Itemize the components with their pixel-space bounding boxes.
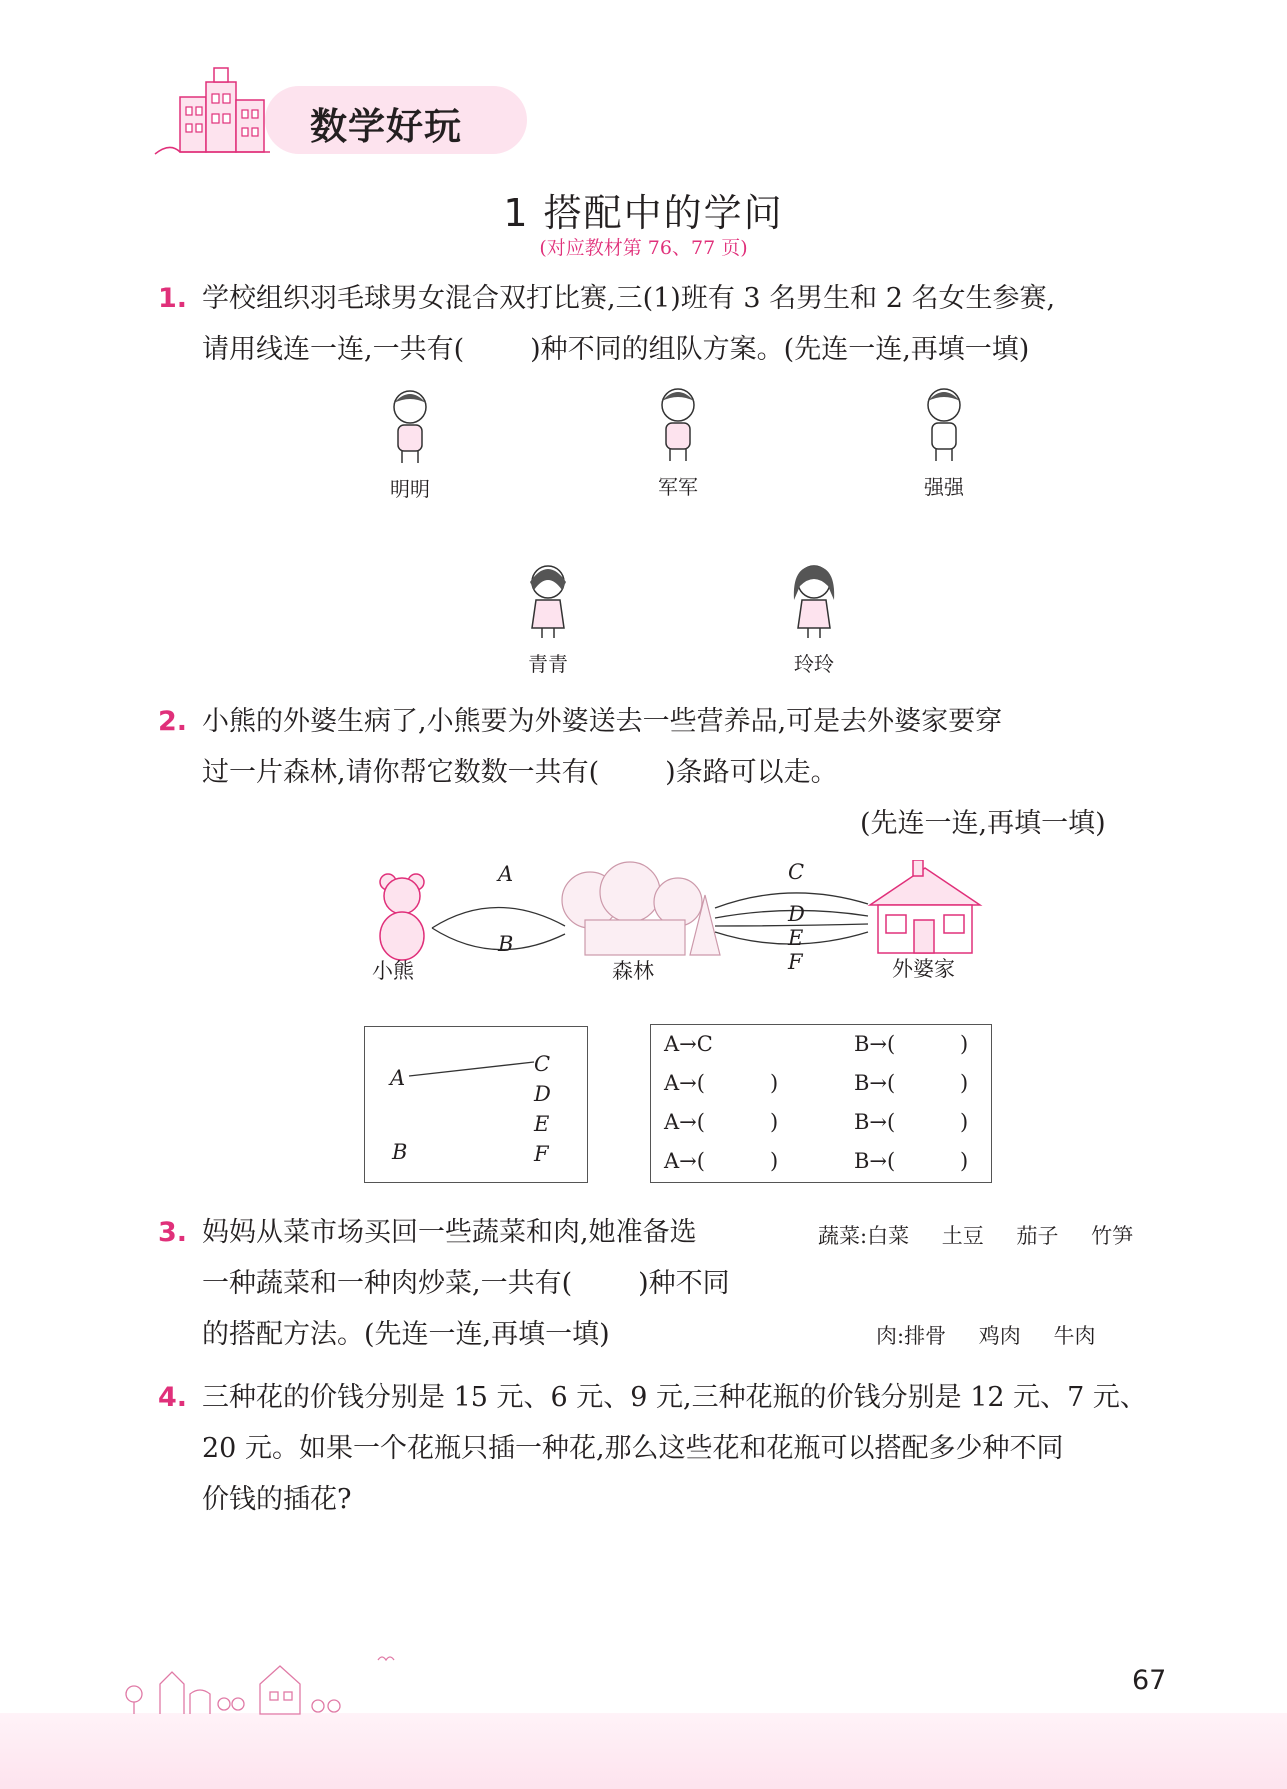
question-number-3: 3. xyxy=(158,1217,188,1248)
textbook-reference: (对应教材第 76、77 页) xyxy=(539,237,748,259)
person-name: 青青 xyxy=(528,652,568,676)
route-b-1-close: ) xyxy=(960,1032,969,1056)
box-label-a: A xyxy=(390,1066,406,1090)
question-number-4: 4. xyxy=(158,1382,188,1413)
boy-junjun xyxy=(618,383,738,500)
vegetable-item: 土豆 xyxy=(941,1224,984,1248)
bear-icon xyxy=(380,874,424,960)
section-title: 数学好玩 xyxy=(310,105,462,148)
vegetable-item: 竹笋 xyxy=(1091,1224,1134,1248)
box-label-e: E xyxy=(534,1112,550,1136)
route-a-2-close: ) xyxy=(770,1071,779,1095)
question-1-line-1: 学校组织羽毛球男女混合双打比赛,三(1)班有 3 名男生和 2 名女生参赛, xyxy=(202,283,1056,314)
girl-lingling xyxy=(754,560,874,677)
girl-icon xyxy=(518,560,578,640)
question-number-1: 1. xyxy=(158,283,188,314)
place-bear: 小熊 xyxy=(372,959,414,983)
girl-icon xyxy=(784,560,844,640)
person-name: 强强 xyxy=(924,475,964,499)
route-b-2[interactable]: B→( xyxy=(854,1071,896,1095)
path-label-e: E xyxy=(788,926,804,950)
boy-icon xyxy=(380,385,440,465)
boy-icon xyxy=(914,383,974,463)
box-label-f: F xyxy=(534,1142,549,1166)
route-b-3[interactable]: B→( xyxy=(854,1110,896,1134)
page-number: 67 xyxy=(1132,1665,1167,1696)
route-a-3[interactable]: A→( xyxy=(664,1110,705,1134)
route-a-4-close: ) xyxy=(770,1149,779,1173)
path-label-b: B xyxy=(498,932,514,956)
route-a-1: A→C xyxy=(664,1032,713,1056)
box-label-d: D xyxy=(534,1082,551,1106)
question-4-line-1: 三种花的价钱分别是 15 元、6 元、9 元,三种花瓶的价钱分别是 12 元、7 元、 xyxy=(202,1382,1147,1413)
boy-mingming xyxy=(350,385,470,502)
route-a-2[interactable]: A→( xyxy=(664,1071,705,1095)
meat-item: 牛肉 xyxy=(1053,1324,1096,1348)
box-label-b: B xyxy=(392,1140,408,1164)
town-decoration-icon xyxy=(120,1648,420,1718)
question-2-hint: (先连一连,再填一填) xyxy=(860,808,1106,839)
path-label-a: A xyxy=(498,862,514,886)
person-name: 明明 xyxy=(390,477,430,501)
vegetable-item: 白菜 xyxy=(867,1224,910,1248)
boy-qiangqiang xyxy=(884,383,1004,500)
route-b-4[interactable]: B→( xyxy=(854,1149,896,1173)
route-b-2-close: ) xyxy=(960,1071,969,1095)
question-number-2: 2. xyxy=(158,706,188,737)
person-name: 玲玲 xyxy=(794,652,834,676)
question-2-line-1: 小熊的外婆生病了,小熊要为外婆送去一些营养品,可是去外婆家要穿 xyxy=(202,706,1003,737)
meat-list: 肉:排骨 鸡肉 牛肉 xyxy=(876,1324,1096,1348)
question-3-line-3: 的搭配方法。(先连一连,再填一填) xyxy=(202,1319,610,1350)
vegetable-item: 茄子 xyxy=(1016,1224,1059,1248)
question-4-line-3: 价钱的插花? xyxy=(202,1484,352,1515)
school-building-icon xyxy=(150,62,280,162)
route-a-4[interactable]: A→( xyxy=(664,1149,705,1173)
vegetable-list: 蔬菜:白菜 土豆 茄子 竹笋 xyxy=(818,1224,1134,1248)
question-1-text xyxy=(202,273,1055,375)
route-b-1[interactable]: B→( xyxy=(854,1032,896,1056)
meat-item: 排骨 xyxy=(904,1324,947,1348)
route-a-3-close: ) xyxy=(770,1110,779,1134)
route-b-3-close: ) xyxy=(960,1110,969,1134)
girl-qingqing xyxy=(488,560,608,677)
question-2-text xyxy=(202,696,1002,798)
person-name: 军军 xyxy=(658,475,698,499)
question-2-line-2: 过一片森林,请你帮它数数一共有( )条路可以走。 xyxy=(202,757,838,788)
path-label-d: D xyxy=(788,902,805,926)
place-forest: 森林 xyxy=(612,959,654,983)
boy-icon xyxy=(648,383,708,463)
route-b-4-close: ) xyxy=(960,1149,969,1173)
path-label-f: F xyxy=(788,950,803,974)
footer-band xyxy=(0,1713,1287,1789)
question-3-line-1: 妈妈从菜市场买回一些蔬菜和肉,她准备选 xyxy=(202,1217,697,1248)
forest-icon xyxy=(562,862,720,955)
question-1-line-2: 请用线连一连,一共有( )种不同的组队方案。(先连一连,再填一填) xyxy=(202,334,1030,365)
lesson-title: 1 搭配中的学问 xyxy=(503,191,784,235)
question-3-text xyxy=(202,1207,730,1360)
path-label-c: C xyxy=(788,860,805,884)
meat-item: 鸡肉 xyxy=(978,1324,1021,1348)
house-icon xyxy=(870,860,980,953)
box-label-c: C xyxy=(534,1052,551,1076)
question-3-line-2: 一种蔬菜和一种肉炒菜,一共有( )种不同 xyxy=(202,1268,730,1299)
question-4-line-2: 20 元。如果一个花瓶只插一种花,那么这些花和花瓶可以搭配多少种不同 xyxy=(202,1433,1064,1464)
place-grandma-house: 外婆家 xyxy=(892,957,955,981)
question-4-text xyxy=(202,1372,1147,1525)
